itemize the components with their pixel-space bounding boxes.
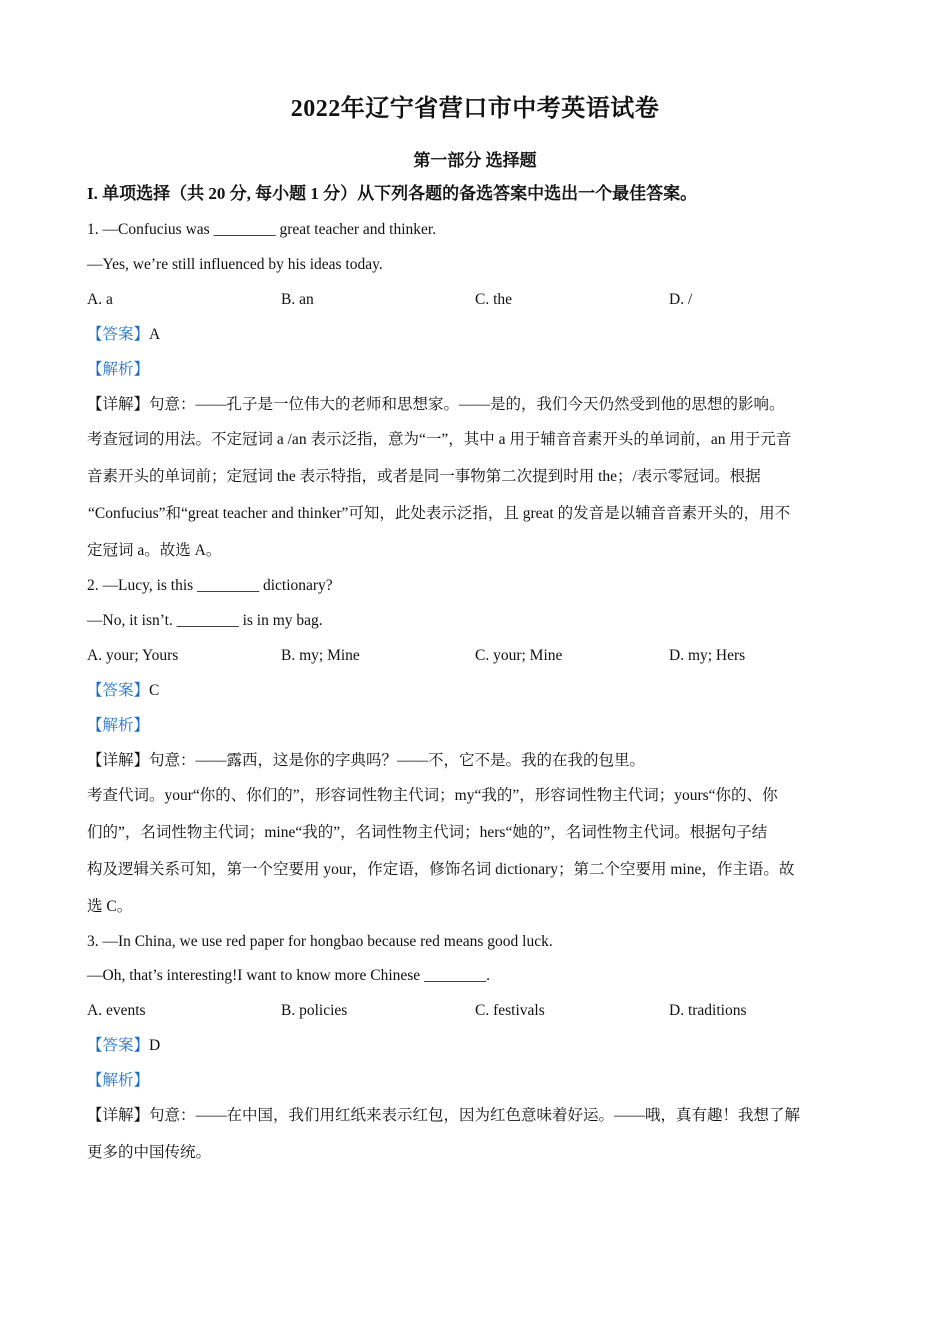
analysis-label: 【解析】 — [87, 361, 150, 378]
q3-option-a: A. events — [87, 1002, 146, 1019]
q3-detail-text1: 句意：——在中国，我们用红纸来表示红包，因为红色意味着好运。——哦，真有趣！我想了解 — [149, 1107, 801, 1124]
detail-label: 【详解】 — [87, 396, 150, 413]
q1-answer — [87, 325, 867, 345]
detail-label: 【详解】 — [87, 752, 150, 769]
q2-detail-line2: 考查代词。your“你的、你们的”，形容词性物主代词；my“我的”，形容词性物主代词；yours“你的、你 — [87, 787, 778, 804]
q1-detail-line5: 定冠词 a。故选 A。 — [87, 542, 222, 559]
q1-stem-line2: —Yes, we’re still influenced by his ideas today. — [87, 256, 383, 273]
q1-detail-line4: “Confucius”和“great teacher and thinker”可知，此处表示泛指，且 great 的发音是以辅音音素开头的，用不 — [88, 505, 791, 522]
q2-option-d: D. my; Hers — [669, 647, 746, 664]
q2-stem-line2: —No, it isn’t. ________ is in my bag. — [87, 612, 323, 629]
q2-analysis — [87, 716, 867, 736]
q1-option-a: A. a — [87, 291, 113, 308]
q2-option-b: B. my; Mine — [281, 647, 360, 664]
q2-detail-line3: 们的”，名词性物主代词；mine“我的”，名词性物主代词；hers“她的”，名词性物主代词。根据句子结 — [87, 824, 768, 841]
q2-detail-line5: 选 C。 — [87, 898, 133, 915]
answer-label: 【答案】 — [87, 326, 150, 343]
analysis-label: 【解析】 — [87, 717, 150, 734]
q2-option-c: C. your; Mine — [475, 647, 563, 664]
q3-option-d: D. traditions — [669, 1002, 747, 1019]
q1-option-d: D. / — [669, 291, 693, 308]
q1-answer-value: A — [149, 326, 161, 343]
q3-detail-line2: 更多的中国传统。 — [87, 1144, 212, 1161]
q3-stem-line1: 3. —In China, we use red paper for hongbao because red means good luck. — [87, 933, 553, 950]
q3-answer — [87, 1036, 867, 1056]
q2-detail-line4: 构及逻辑关系可知，第一个空要用 your，作定语，修饰名词 dictionary；第二个空要用 mine，作主语。故 — [87, 861, 795, 878]
q2-detail-line1 — [87, 751, 867, 771]
q3-answer-value: D — [149, 1037, 161, 1054]
q3-stem-line2: —Oh, that’s interesting!I want to know more Chinese ________. — [87, 967, 490, 984]
q1-option-b: B. an — [281, 291, 314, 308]
document-title: 2022年辽宁省营口市中考英语试卷 — [290, 96, 660, 122]
q1-stem-line1: 1. —Confucius was ________ great teacher and thinker. — [87, 221, 437, 238]
q1-detail-line3: 音素开头的单词前；定冠词 the 表示特指，或者是同一事物第二次提到时用 the；/表示零冠词。根据 — [87, 468, 761, 485]
q1-analysis — [87, 360, 867, 380]
section-heading: I. 单项选择（共 20 分, 每小题 1 分）从下列各题的备选答案中选出一个最佳答案。 — [87, 184, 698, 203]
q3-option-c: C. festivals — [475, 1002, 545, 1019]
answer-label: 【答案】 — [87, 682, 150, 699]
part-title: 第一部分 选择题 — [413, 151, 537, 170]
q3-detail-line1 — [87, 1106, 867, 1126]
q2-answer-value: C — [149, 682, 160, 699]
q1-detail-text1: 句意：——孔子是一位伟大的老师和思想家。——是的，我们今天仍然受到他的思想的影响。 — [149, 396, 785, 413]
detail-label: 【详解】 — [87, 1107, 150, 1124]
q3-option-b: B. policies — [281, 1002, 348, 1019]
q2-detail-text1: 句意：——露西，这是你的字典吗？——不，它不是。我的在我的包里。 — [149, 752, 646, 769]
q3-analysis — [87, 1071, 867, 1091]
analysis-label: 【解析】 — [87, 1072, 150, 1089]
q2-option-a: A. your; Yours — [87, 647, 179, 664]
answer-label: 【答案】 — [87, 1037, 150, 1054]
q2-answer — [87, 681, 867, 701]
q2-stem-line1: 2. —Lucy, is this ________ dictionary? — [87, 577, 333, 594]
q1-detail-line1 — [87, 395, 867, 415]
q1-detail-line2: 考查冠词的用法。不定冠词 a /an 表示泛指，意为“一”，其中 a 用于辅音音素开头的单词前，an 用于元音 — [87, 431, 792, 448]
q1-option-c: C. the — [475, 291, 513, 308]
